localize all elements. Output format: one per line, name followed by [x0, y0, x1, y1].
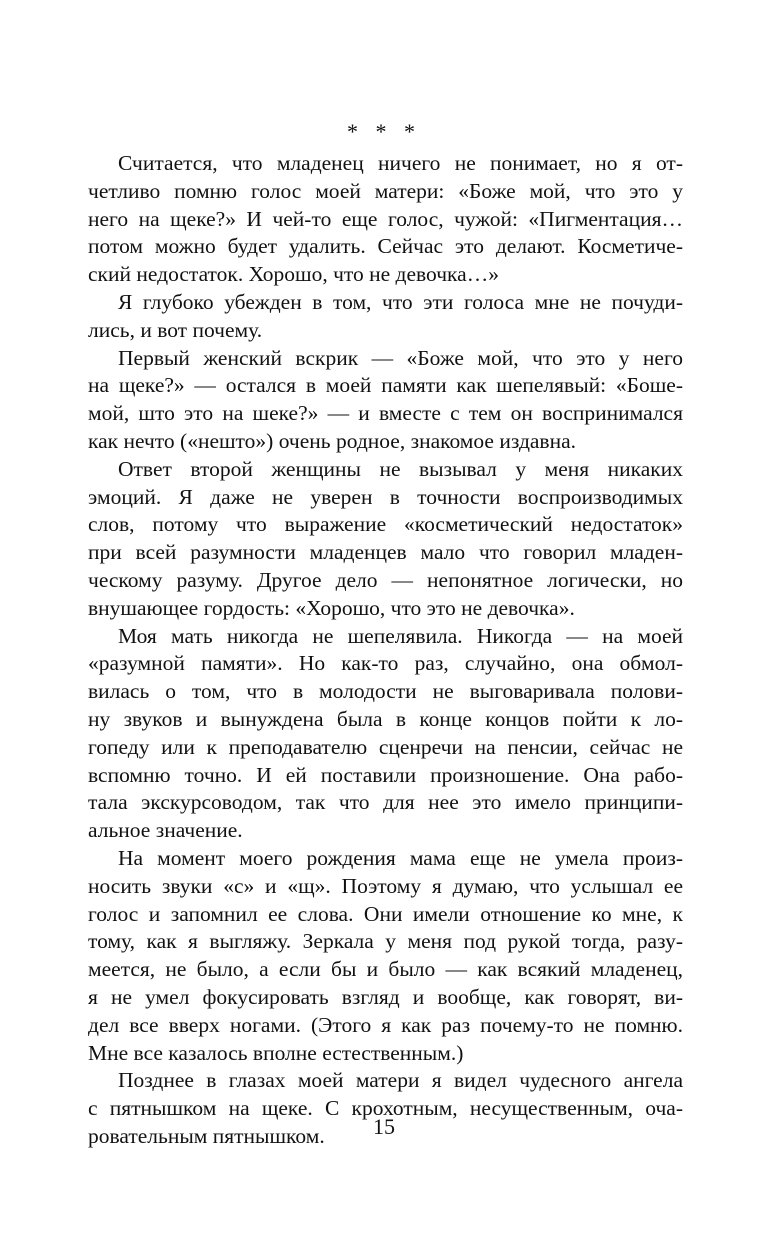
text-line: слов, потому что выражение «косметический недостаток»: [88, 512, 683, 537]
page-number: 15: [373, 1114, 395, 1139]
text-line: Я глубоко убежден в том, что эти голоса мне не почуди-: [118, 289, 683, 314]
text-line: ский недостаток. Хорошо, что не девочка…»: [88, 262, 499, 287]
text-line: альное значение.: [88, 818, 243, 843]
text-line: вилась о том, что в молодости не выговаривала полови-: [88, 679, 683, 704]
text-line: я не умел фокусировать взгляд и вообще, как говорят, ви-: [88, 984, 683, 1009]
section-break-asterisks: * * *: [347, 119, 421, 144]
text-line: потом можно будет удалить. Сейчас это делают. Косметиче-: [88, 234, 683, 259]
text-line: четливо помню голос моей матери: «Боже мой, что это у: [88, 178, 683, 203]
text-line: эмоций. Я даже не уверен в точности воспроизводимых: [88, 484, 683, 509]
paragraph: [88, 623, 683, 845]
text-line: него на щеке?» И чей-то еще голос, чужой: «Пигментация…: [88, 206, 683, 231]
text-line: мой, што это на шеке?» — и вместе с тем он воспринимался: [88, 401, 683, 426]
text-line: тому, как я выгляжу. Зеркала у меня под рукой тогда, разу-: [88, 929, 683, 954]
text-line: ровательным пятнышком.: [88, 1123, 325, 1148]
text-line: Ответ второй женщины не вызывал у меня никаких: [118, 456, 683, 481]
text-line: дел все вверх ногами. (Этого я как раз почему-то не помню.: [88, 1012, 683, 1037]
paragraph: [88, 845, 683, 1067]
text-line: Первый женский вскрик — «Боже мой, что это у него: [118, 345, 683, 370]
text-line: ческому разуму. Другое дело — непонятное логически, но: [88, 567, 683, 592]
text-line: с пятнышком на щеке. С крохотным, несущественным, оча-: [88, 1096, 683, 1121]
paragraph: [88, 289, 683, 345]
text-line: На момент моего рождения мама еще не умела произ-: [118, 845, 683, 870]
text-line: как нечто («нешто») очень родное, знакомое издавна.: [88, 428, 577, 453]
text-line: носить звуки «с» и «щ». Поэтому я думаю, что услышал ее: [88, 873, 683, 898]
paragraph: [88, 345, 683, 456]
text-line: «разумной памяти». Но как-то раз, случайно, она обмол-: [88, 651, 683, 676]
paragraph: [88, 456, 683, 623]
text-line: Позднее в глазах моей матери я видел чудесного ангела: [118, 1068, 683, 1093]
paragraph: [88, 150, 683, 289]
text-line: голос и запомнил ее слова. Они имели отношение ко мне, к: [88, 901, 683, 926]
text-line: меется, не было, а если бы и было — как всякий младенец,: [88, 957, 683, 982]
text-line: Считается, что младенец ничего не понимает, но я от-: [118, 151, 683, 175]
text-line: вспомню точно. И ей поставили произношение. Она рабо-: [88, 762, 683, 787]
body-text: [88, 150, 683, 1151]
text-line: ну звуков и вынуждена была в конце концов пойти к ло-: [88, 706, 683, 731]
text-line: лись, и вот почему.: [88, 317, 263, 342]
text-line: тала экскурсоводом, так что для нее это имело принципи-: [88, 790, 683, 815]
text-line: Моя мать никогда не шепелявила. Никогда — на моей: [118, 623, 683, 648]
text-line: гопеду или к преподавателю сценречи на пенсии, сейчас не: [88, 734, 683, 759]
text-line: Мне все казалось вполне естественным.): [88, 1040, 464, 1065]
text-line: при всей разумности младенцев мало что говорил младен-: [88, 540, 683, 565]
text-line: на щеке?» — остался в моей памяти как шепелявый: «Боше-: [88, 373, 683, 398]
text-line: внушающее гордость: «Хорошо, что это не девочка».: [88, 595, 575, 620]
